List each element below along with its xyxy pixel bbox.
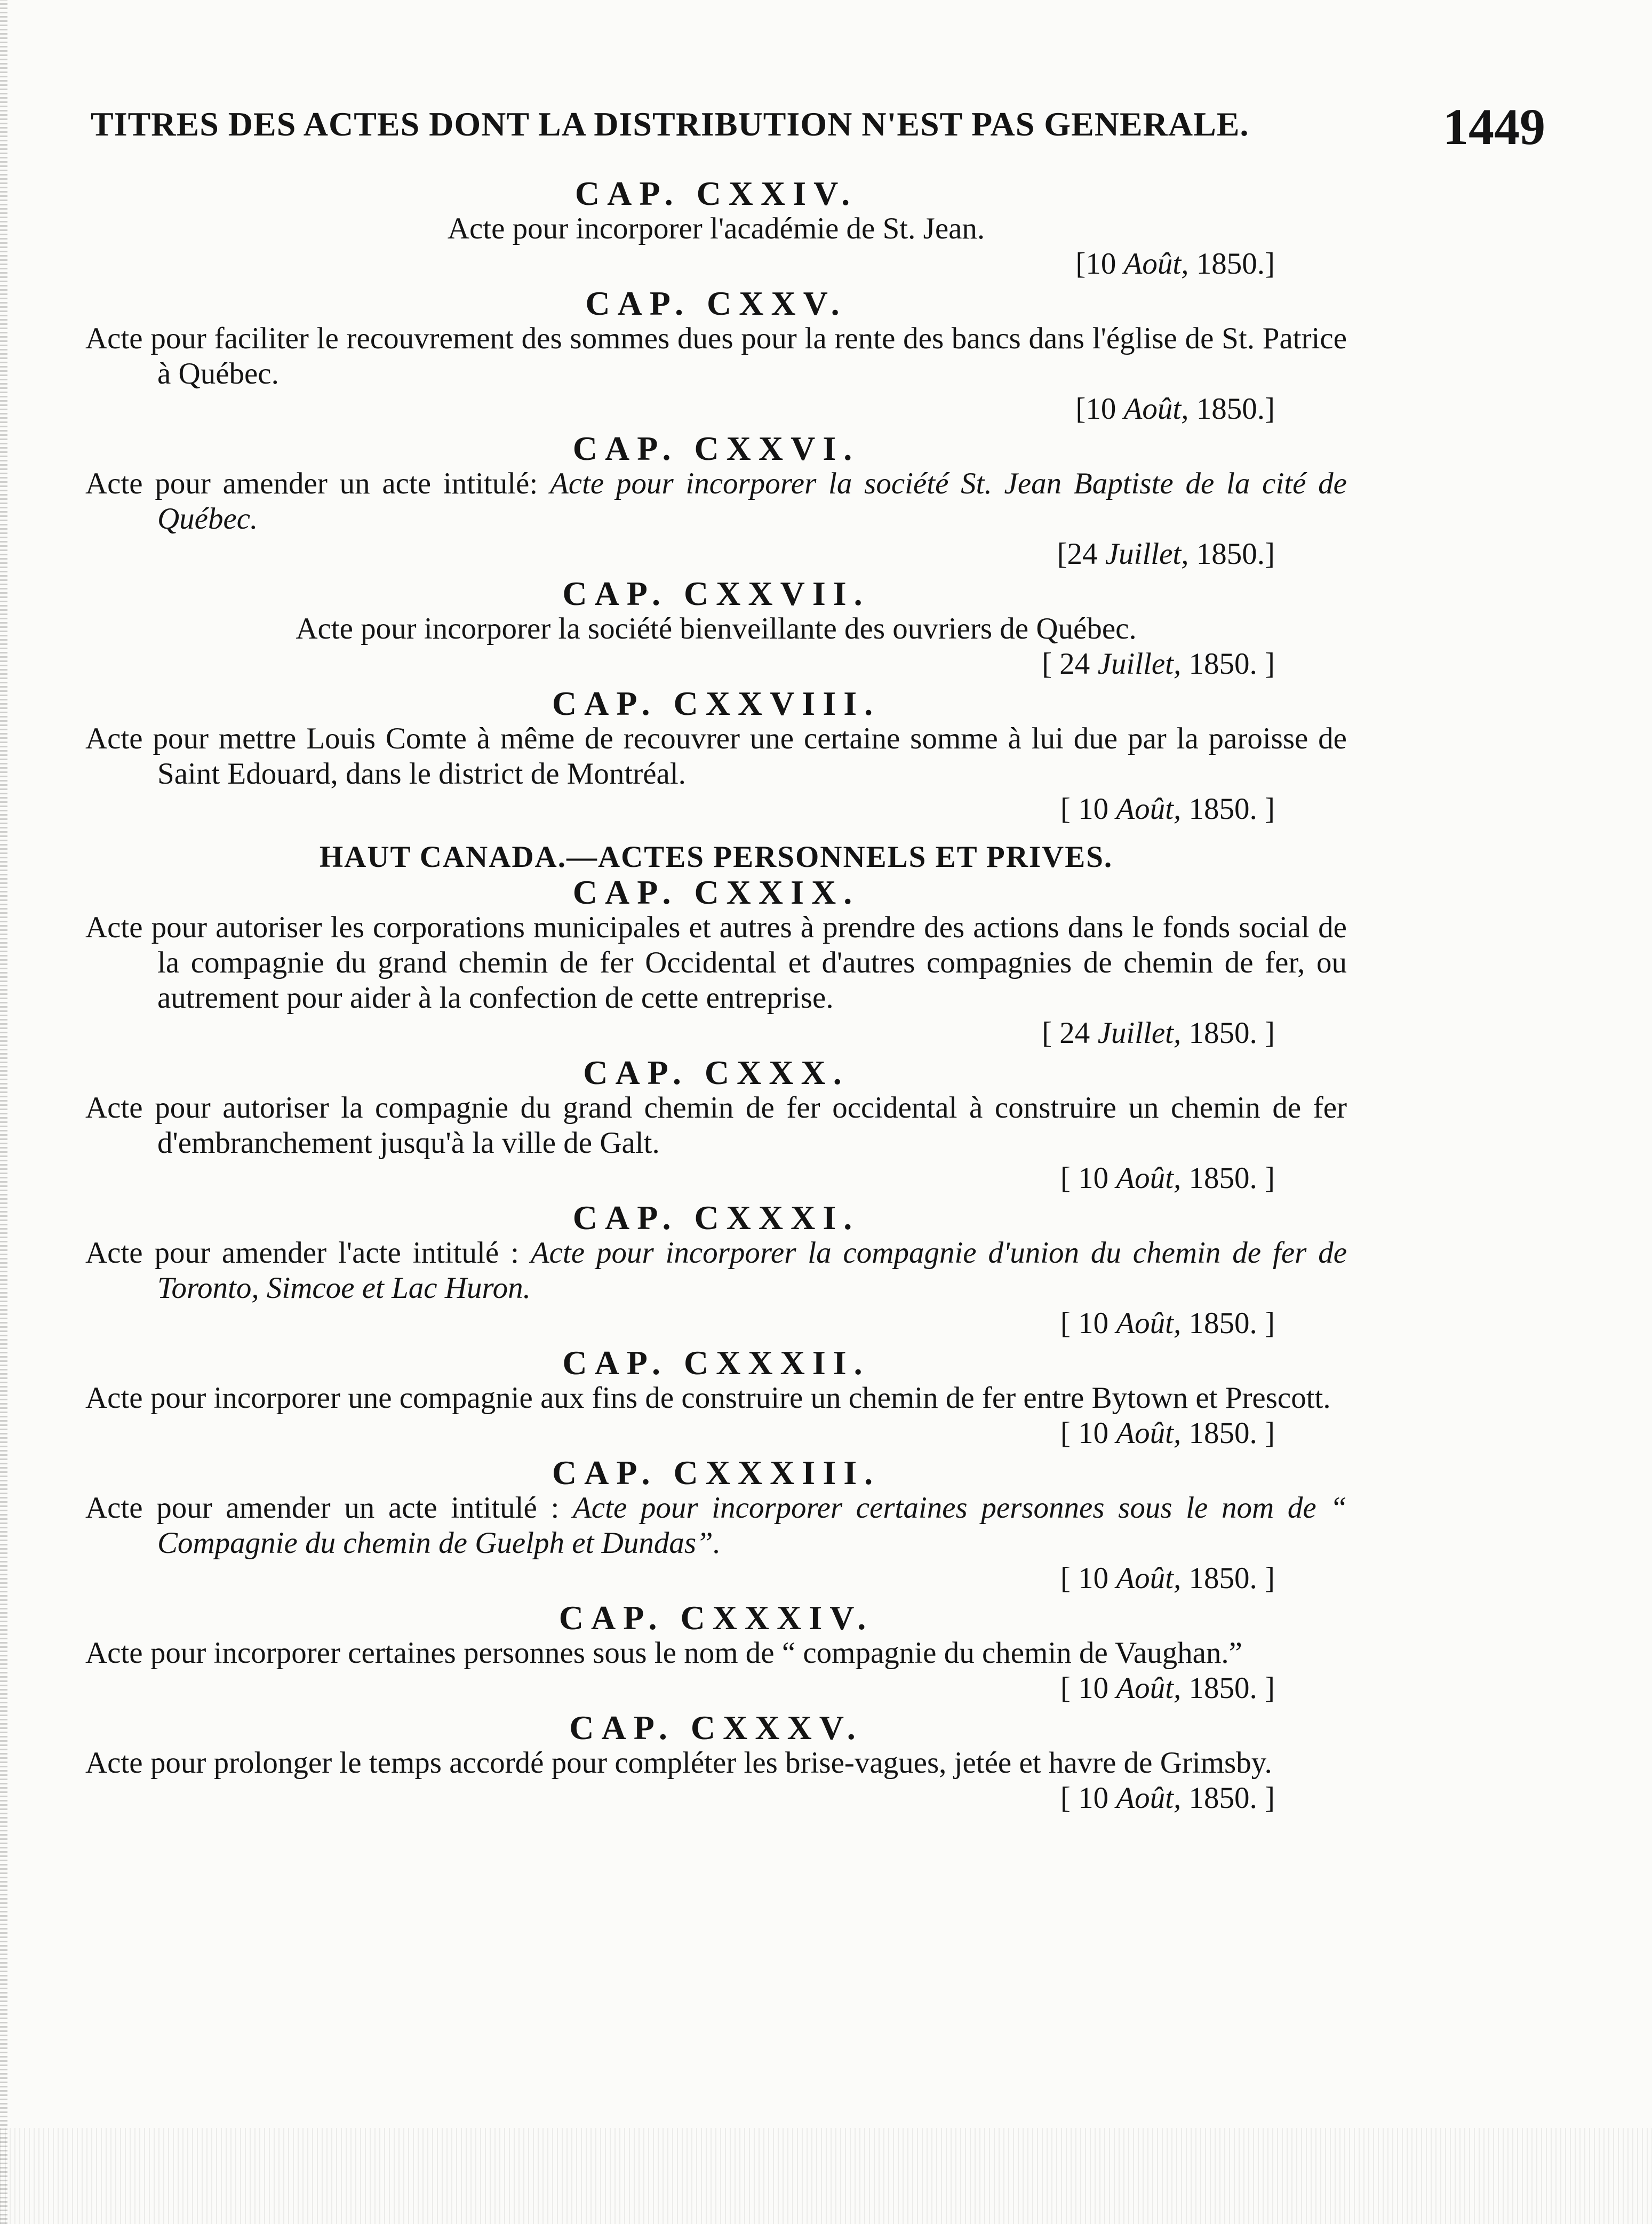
act-date: [ 10 Août, 1850. ] bbox=[1060, 1781, 1275, 1815]
act-entry bbox=[85, 1200, 1347, 1341]
act-title: Acte pour amender un acte intitulé : Acte pour incorporer certaines personnes sous le nom de “ Compagnie du chemin de Guelph et Dundas”. bbox=[85, 1491, 1347, 1560]
act-entry bbox=[85, 431, 1347, 572]
chapter-heading: CAP. CXXVII. bbox=[562, 575, 870, 612]
act-title: Acte pour incorporer certaines personnes sous le nom de “ compagnie du chemin de Vaughan.” bbox=[85, 1636, 1242, 1670]
chapter-heading: CAP. CXXX. bbox=[583, 1054, 849, 1091]
act-entry bbox=[85, 1055, 1347, 1196]
act-entry bbox=[85, 875, 1347, 1051]
act-date: [10 Août, 1850.] bbox=[1075, 247, 1275, 281]
act-title: Acte pour mettre Louis Comte à même de recouvrer une certaine somme à lui due par la paroisse de Saint Edouard, dans le district de Montréal. bbox=[85, 722, 1347, 791]
scan-edge bbox=[0, 0, 7, 2224]
act-date: [ 10 Août, 1850. ] bbox=[1060, 1161, 1275, 1195]
act-title: Acte pour faciliter le recouvrement des sommes dues pour la rente des bancs dans l'église de St. Patrice à Québec. bbox=[85, 322, 1347, 390]
act-title: Acte pour autoriser les corporations municipales et autres à prendre des actions dans le fonds social de la compagnie du grand chemin de fer Occidental et d'autres compagnies de chemin de fer, ou autrement pour aider à la confection de cette entreprise. bbox=[85, 911, 1347, 1015]
act-entry bbox=[85, 1710, 1347, 1816]
act-title: Acte pour prolonger le temps accordé pour compléter les brise-vagues, jetée et havre de Grimsby. bbox=[85, 1746, 1272, 1780]
chapter-heading: CAP. CXXXIII. bbox=[552, 1454, 881, 1492]
chapter-heading: CAP. CXXXII. bbox=[562, 1344, 870, 1382]
chapter-heading: CAP. CXXXI. bbox=[572, 1199, 860, 1237]
act-entry bbox=[85, 286, 1347, 427]
chapter-heading: CAP. CXXVIII. bbox=[552, 684, 881, 722]
running-title: TITRES DES ACTES DONT LA DISTRIBUTION N'EST PAS GENERALE. bbox=[91, 105, 1249, 143]
act-entry bbox=[85, 176, 1347, 282]
acts-list bbox=[85, 176, 1347, 1820]
scan-noise bbox=[0, 2128, 1652, 2224]
chapter-heading: CAP. CXXIV. bbox=[574, 174, 858, 212]
chapter-heading: CAP. CXXIX. bbox=[572, 873, 860, 911]
chapter-heading: CAP. CXXXV. bbox=[569, 1709, 863, 1747]
chapter-heading: CAP. CXXVI. bbox=[572, 429, 860, 467]
act-date: [ 10 Août, 1850. ] bbox=[1060, 1306, 1275, 1340]
act-title: Acte pour autoriser la compagnie du grand chemin de fer occidental à construire un chemin de fer d'embranchement jusqu'à la ville de Galt. bbox=[85, 1091, 1347, 1160]
act-date: [10 Août, 1850.] bbox=[1075, 392, 1275, 426]
act-date: [ 10 Août, 1850. ] bbox=[1060, 1671, 1275, 1705]
act-entry bbox=[85, 576, 1347, 682]
act-date: [ 10 Août, 1850. ] bbox=[1060, 1416, 1275, 1450]
act-date: [ 10 Août, 1850. ] bbox=[1060, 1561, 1275, 1595]
act-entry bbox=[85, 1455, 1347, 1596]
act-date: [24 Juillet, 1850.] bbox=[1057, 537, 1275, 571]
act-title: Acte pour amender l'acte intitulé : Acte pour incorporer la compagnie d'union du chemin de fer de Toronto, Simcoe et Lac Huron. bbox=[85, 1236, 1347, 1305]
act-title: Acte pour incorporer la société bienveillante des ouvriers de Québec. bbox=[296, 612, 1137, 645]
act-date: [ 10 Août, 1850. ] bbox=[1060, 792, 1275, 826]
act-entry bbox=[85, 1600, 1347, 1706]
act-entry bbox=[85, 686, 1347, 827]
act-entry bbox=[85, 1345, 1347, 1451]
act-title: Acte pour incorporer l'académie de St. Jean. bbox=[447, 212, 985, 245]
chapter-heading: CAP. CXXXIV. bbox=[558, 1599, 874, 1637]
act-title: Acte pour amender un acte intitulé: Acte pour incorporer la société St. Jean Baptiste de la cité de Québec. bbox=[85, 467, 1347, 536]
act-date: [ 24 Juillet, 1850. ] bbox=[1042, 1016, 1275, 1050]
chapter-heading: CAP. CXXV. bbox=[585, 284, 847, 322]
act-date: [ 24 Juillet, 1850. ] bbox=[1042, 647, 1275, 681]
section-heading: HAUT CANADA.—ACTES PERSONNELS ET PRIVES. bbox=[319, 840, 1113, 874]
page-number: 1449 bbox=[1443, 98, 1545, 155]
act-title: Acte pour incorporer une compagnie aux fins de construire un chemin de fer entre Bytown et Prescott. bbox=[85, 1381, 1331, 1415]
